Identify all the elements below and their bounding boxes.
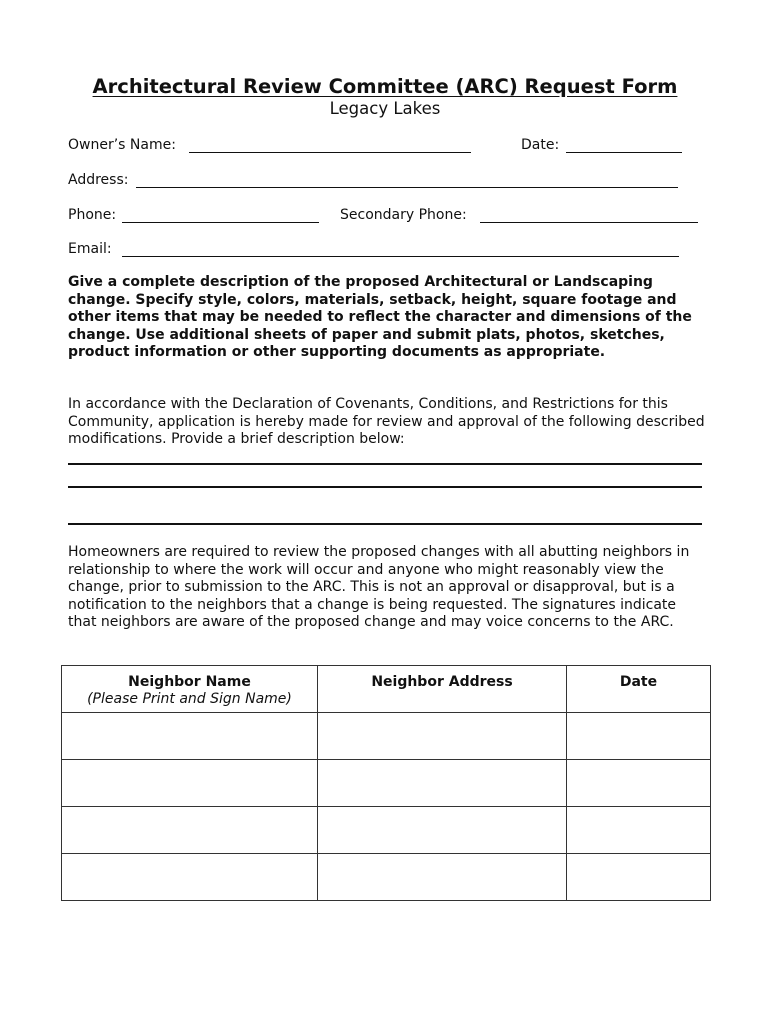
table-row xyxy=(62,807,711,854)
form-subtitle: Legacy Lakes xyxy=(329,99,441,118)
phone-field[interactable] xyxy=(122,222,319,223)
neighbor-name-cell[interactable] xyxy=(62,760,318,807)
neighbor-name-cell[interactable] xyxy=(62,807,318,854)
owner-name-field[interactable] xyxy=(189,152,471,153)
neighbor-name-header xyxy=(62,666,318,713)
table-row xyxy=(62,760,711,807)
table-row xyxy=(62,713,711,760)
form-title: Architectural Review Committee (ARC) Request Form xyxy=(92,75,678,98)
address-label: Address: xyxy=(68,172,129,188)
phone-label: Phone: xyxy=(68,207,117,223)
neighbor-date-cell[interactable] xyxy=(567,807,711,854)
neighbors-table xyxy=(61,665,711,901)
neighbors-notice-text: Homeowners are required to review the proposed changes with all abutting neighbors in relationship to where the work will occur and anyone who might reasonably view the change, prior to submission to the ARC. This is not an approval or disapproval, but is a notification to the neighbors that a change is being requested. The signatures indicate that neighbors are aware of the proposed change and may voice concerns to the ARC. xyxy=(68,544,690,630)
declaration-text: In accordance with the Declaration of Covenants, Conditions, and Restrictions for this Community, application is hereby made for review and approval of the following described modifications. Provide a brief description below: xyxy=(68,396,705,447)
neighbor-address-cell[interactable] xyxy=(318,807,567,854)
neighbor-address-cell[interactable] xyxy=(318,760,567,807)
neighbor-date-cell[interactable] xyxy=(567,760,711,807)
date-header: Date xyxy=(567,666,711,713)
date-label: Date: xyxy=(521,137,560,153)
description-line-2[interactable] xyxy=(68,486,702,488)
neighbor-address-cell[interactable] xyxy=(318,854,567,901)
table-row xyxy=(62,854,711,901)
secondary-phone-field[interactable] xyxy=(480,222,698,223)
description-line-3[interactable] xyxy=(68,523,702,525)
description-line-1[interactable] xyxy=(68,463,702,465)
secondary-phone-label: Secondary Phone: xyxy=(340,207,467,223)
neighbor-name-cell[interactable] xyxy=(62,713,318,760)
neighbor-name-header-sub: (Please Print and Sign Name) xyxy=(87,691,292,707)
neighbor-date-cell[interactable] xyxy=(567,854,711,901)
owner-name-label: Owner’s Name: xyxy=(68,137,176,153)
date-field[interactable] xyxy=(566,152,682,153)
neighbor-address-header: Neighbor Address xyxy=(318,666,567,713)
neighbor-date-cell[interactable] xyxy=(567,713,711,760)
table-header-row xyxy=(62,666,711,713)
neighbor-address-cell[interactable] xyxy=(318,713,567,760)
neighbor-name-header-label: Neighbor Name xyxy=(128,674,251,690)
email-label: Email: xyxy=(68,241,112,257)
instructions-text: Give a complete description of the proposed Architectural or Landscaping change. Specify style, colors, materials, setback, height, square footage and other items that may be needed to reflect the character and dimensions of the change. Use additional sheets of paper and submit plats, photos, sketches, product information or other supporting documents as appropriate. xyxy=(68,274,692,360)
neighbor-name-cell[interactable] xyxy=(62,854,318,901)
email-field[interactable] xyxy=(122,256,679,257)
address-field[interactable] xyxy=(136,187,678,188)
